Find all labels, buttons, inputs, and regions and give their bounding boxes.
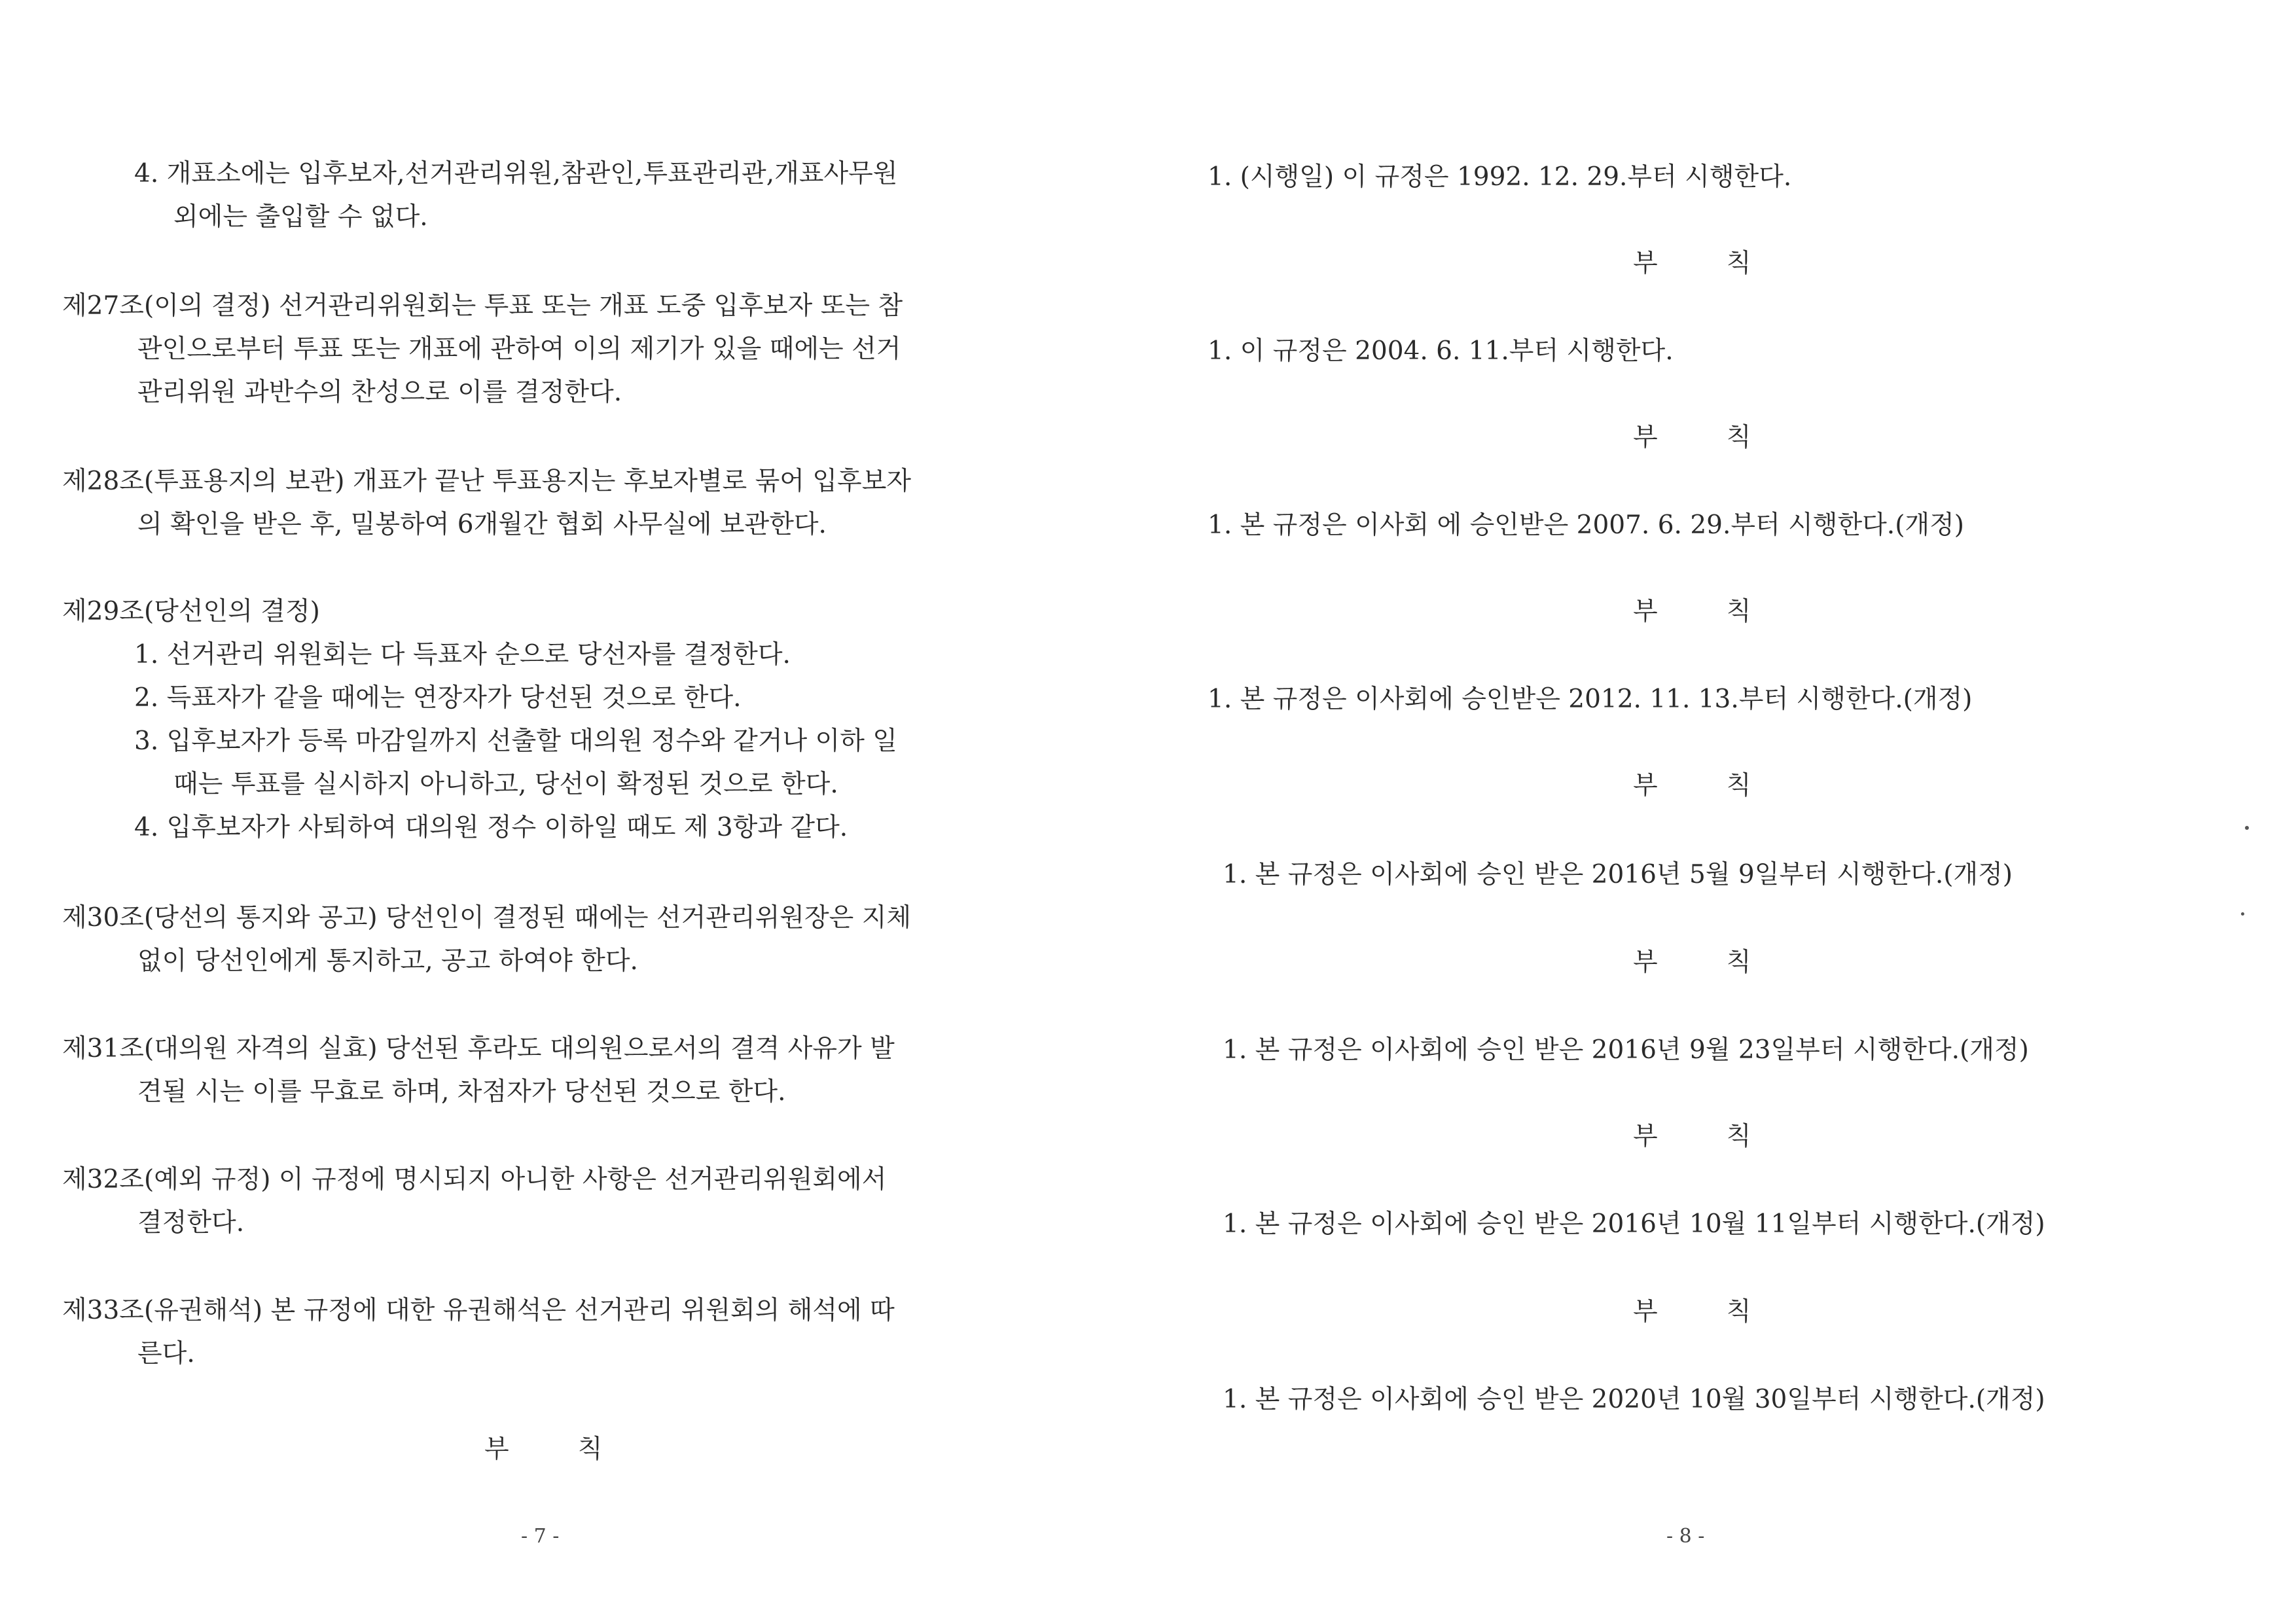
supplementary-heading-char-2: 칙 <box>1726 423 1751 452</box>
supplementary-heading <box>484 1428 602 1471</box>
supplementary-heading-char-2: 칙 <box>1726 1297 1751 1327</box>
supplementary-heading-char-1: 부 <box>1633 1297 1658 1327</box>
supplementary-heading-char-1: 부 <box>1633 249 1658 278</box>
page-number: - 8 - <box>1666 1525 1705 1548</box>
article-33-line-2: 른다. <box>137 1339 195 1368</box>
provision-2016-may: 1. 본 규정은 이사회에 승인 받은 2016년 5월 9일부터 시행한다.(개정) <box>1223 860 2013 889</box>
supplementary-heading <box>1633 941 1751 984</box>
provision-2016-oct: 1. 본 규정은 이사회에 승인 받은 2016년 10월 11일부터 시행한다.(개정) <box>1223 1209 2045 1239</box>
supplementary-heading-char-2: 칙 <box>1726 948 1751 977</box>
article-30-line-2: 없이 당선인에게 통지하고, 공고 하여야 한다. <box>137 946 638 976</box>
supplementary-heading <box>1633 242 1751 285</box>
supplementary-heading-char-1: 부 <box>484 1435 509 1464</box>
provision-2007: 1. 본 규정은 이사회 에 승인받은 2007. 6. 29.부터 시행한다.(개정) <box>1208 510 1964 540</box>
supplementary-heading-char-2: 칙 <box>577 1435 603 1464</box>
article-32-line-1: 제32조(예외 규정) 이 규정에 명시되지 아니한 사항은 선거관리위원회에서 <box>62 1165 887 1194</box>
supplementary-heading-char-1: 부 <box>1633 771 1658 800</box>
provision-1992: 1. (시행일) 이 규정은 1992. 12. 29.부터 시행한다. <box>1208 162 1792 192</box>
article-27-line-3: 관리위원 과반수의 찬성으로 이를 결정한다. <box>137 378 622 407</box>
clause-4-line-2: 외에는 출입할 수 없다. <box>173 202 428 232</box>
supplementary-heading-char-1: 부 <box>1633 948 1658 977</box>
provision-2020: 1. 본 규정은 이사회에 승인 받은 2020년 10월 30일부터 시행한다.(개정) <box>1223 1385 2045 1414</box>
article-28-line-1: 제28조(투표용지의 보관) 개표가 끝난 투표용지는 후보자별로 묶어 입후보자 <box>62 467 912 496</box>
supplementary-heading-char-1: 부 <box>1633 1122 1658 1151</box>
article-33-line-1: 제33조(유권해석) 본 규정에 대한 유권해석은 선거관리 위원회의 해석에 따 <box>62 1296 895 1325</box>
supplementary-heading <box>1633 416 1751 459</box>
article-29-item-3-line-2: 때는 투표를 실시하지 아니하고, 당선이 확정된 것으로 한다. <box>173 770 838 799</box>
article-29-item-3-line-1: 3. 입후보자가 등록 마감일까지 선출할 대의원 정수와 같거나 이하 일 <box>134 726 897 756</box>
article-30-line-1: 제30조(당선의 통지와 공고) 당선인이 결정된 때에는 선거관리위원장은 지체 <box>62 903 912 933</box>
article-29-item-1: 1. 선거관리 위원회는 다 득표자 순으로 당선자를 결정한다. <box>134 640 791 669</box>
article-29-item-2: 2. 득표자가 같을 때에는 연장자가 당선된 것으로 한다. <box>134 683 742 713</box>
supplementary-heading <box>1633 590 1751 633</box>
provision-2004: 1. 이 규정은 2004. 6. 11.부터 시행한다. <box>1208 336 1674 366</box>
supplementary-heading <box>1633 1115 1751 1158</box>
supplementary-heading-char-1: 부 <box>1633 597 1658 626</box>
page-number: - 7 - <box>521 1525 560 1548</box>
article-27-line-2: 관인으로부터 투표 또는 개표에 관하여 이의 제기가 있을 때에는 선거 <box>137 334 901 364</box>
article-29-item-4: 4. 입후보자가 사퇴하여 대의원 정수 이하일 때도 제 3항과 같다. <box>134 813 848 842</box>
supplementary-heading <box>1633 1291 1751 1334</box>
article-31-line-1: 제31조(대의원 자격의 실효) 당선된 후라도 대의원으로서의 결격 사유가 발 <box>62 1034 895 1063</box>
supplementary-heading-char-2: 칙 <box>1726 1122 1751 1151</box>
article-27-line-1: 제27조(이의 결정) 선거관리위원회는 투표 또는 개표 도중 입후보자 또는 참 <box>62 291 903 321</box>
provision-2012: 1. 본 규정은 이사회에 승인받은 2012. 11. 13.부터 시행한다.(개정) <box>1208 685 1973 714</box>
article-31-line-2: 견될 시는 이를 무효로 하며, 차점자가 당선된 것으로 한다. <box>137 1077 786 1107</box>
scan-speck <box>2241 912 2244 916</box>
scan-speck <box>2245 826 2249 830</box>
supplementary-heading-char-2: 칙 <box>1726 249 1751 278</box>
article-29-title: 제29조(당선인의 결정) <box>62 597 320 626</box>
supplementary-heading-char-1: 부 <box>1633 423 1658 452</box>
article-32-line-2: 결정한다. <box>137 1208 245 1238</box>
clause-4-line-1: 4. 개표소에는 입후보자,선거관리위원,참관인,투표관리관,개표사무원 <box>134 159 898 188</box>
supplementary-heading-char-2: 칙 <box>1726 771 1751 800</box>
provision-2016-sep: 1. 본 규정은 이사회에 승인 받은 2016년 9월 23일부터 시행한다.(개정) <box>1223 1035 2029 1065</box>
article-28-line-2: 의 확인을 받은 후, 밀봉하여 6개월간 협회 사무실에 보관한다. <box>137 510 827 539</box>
supplementary-heading-char-2: 칙 <box>1726 597 1751 626</box>
supplementary-heading <box>1633 764 1751 808</box>
